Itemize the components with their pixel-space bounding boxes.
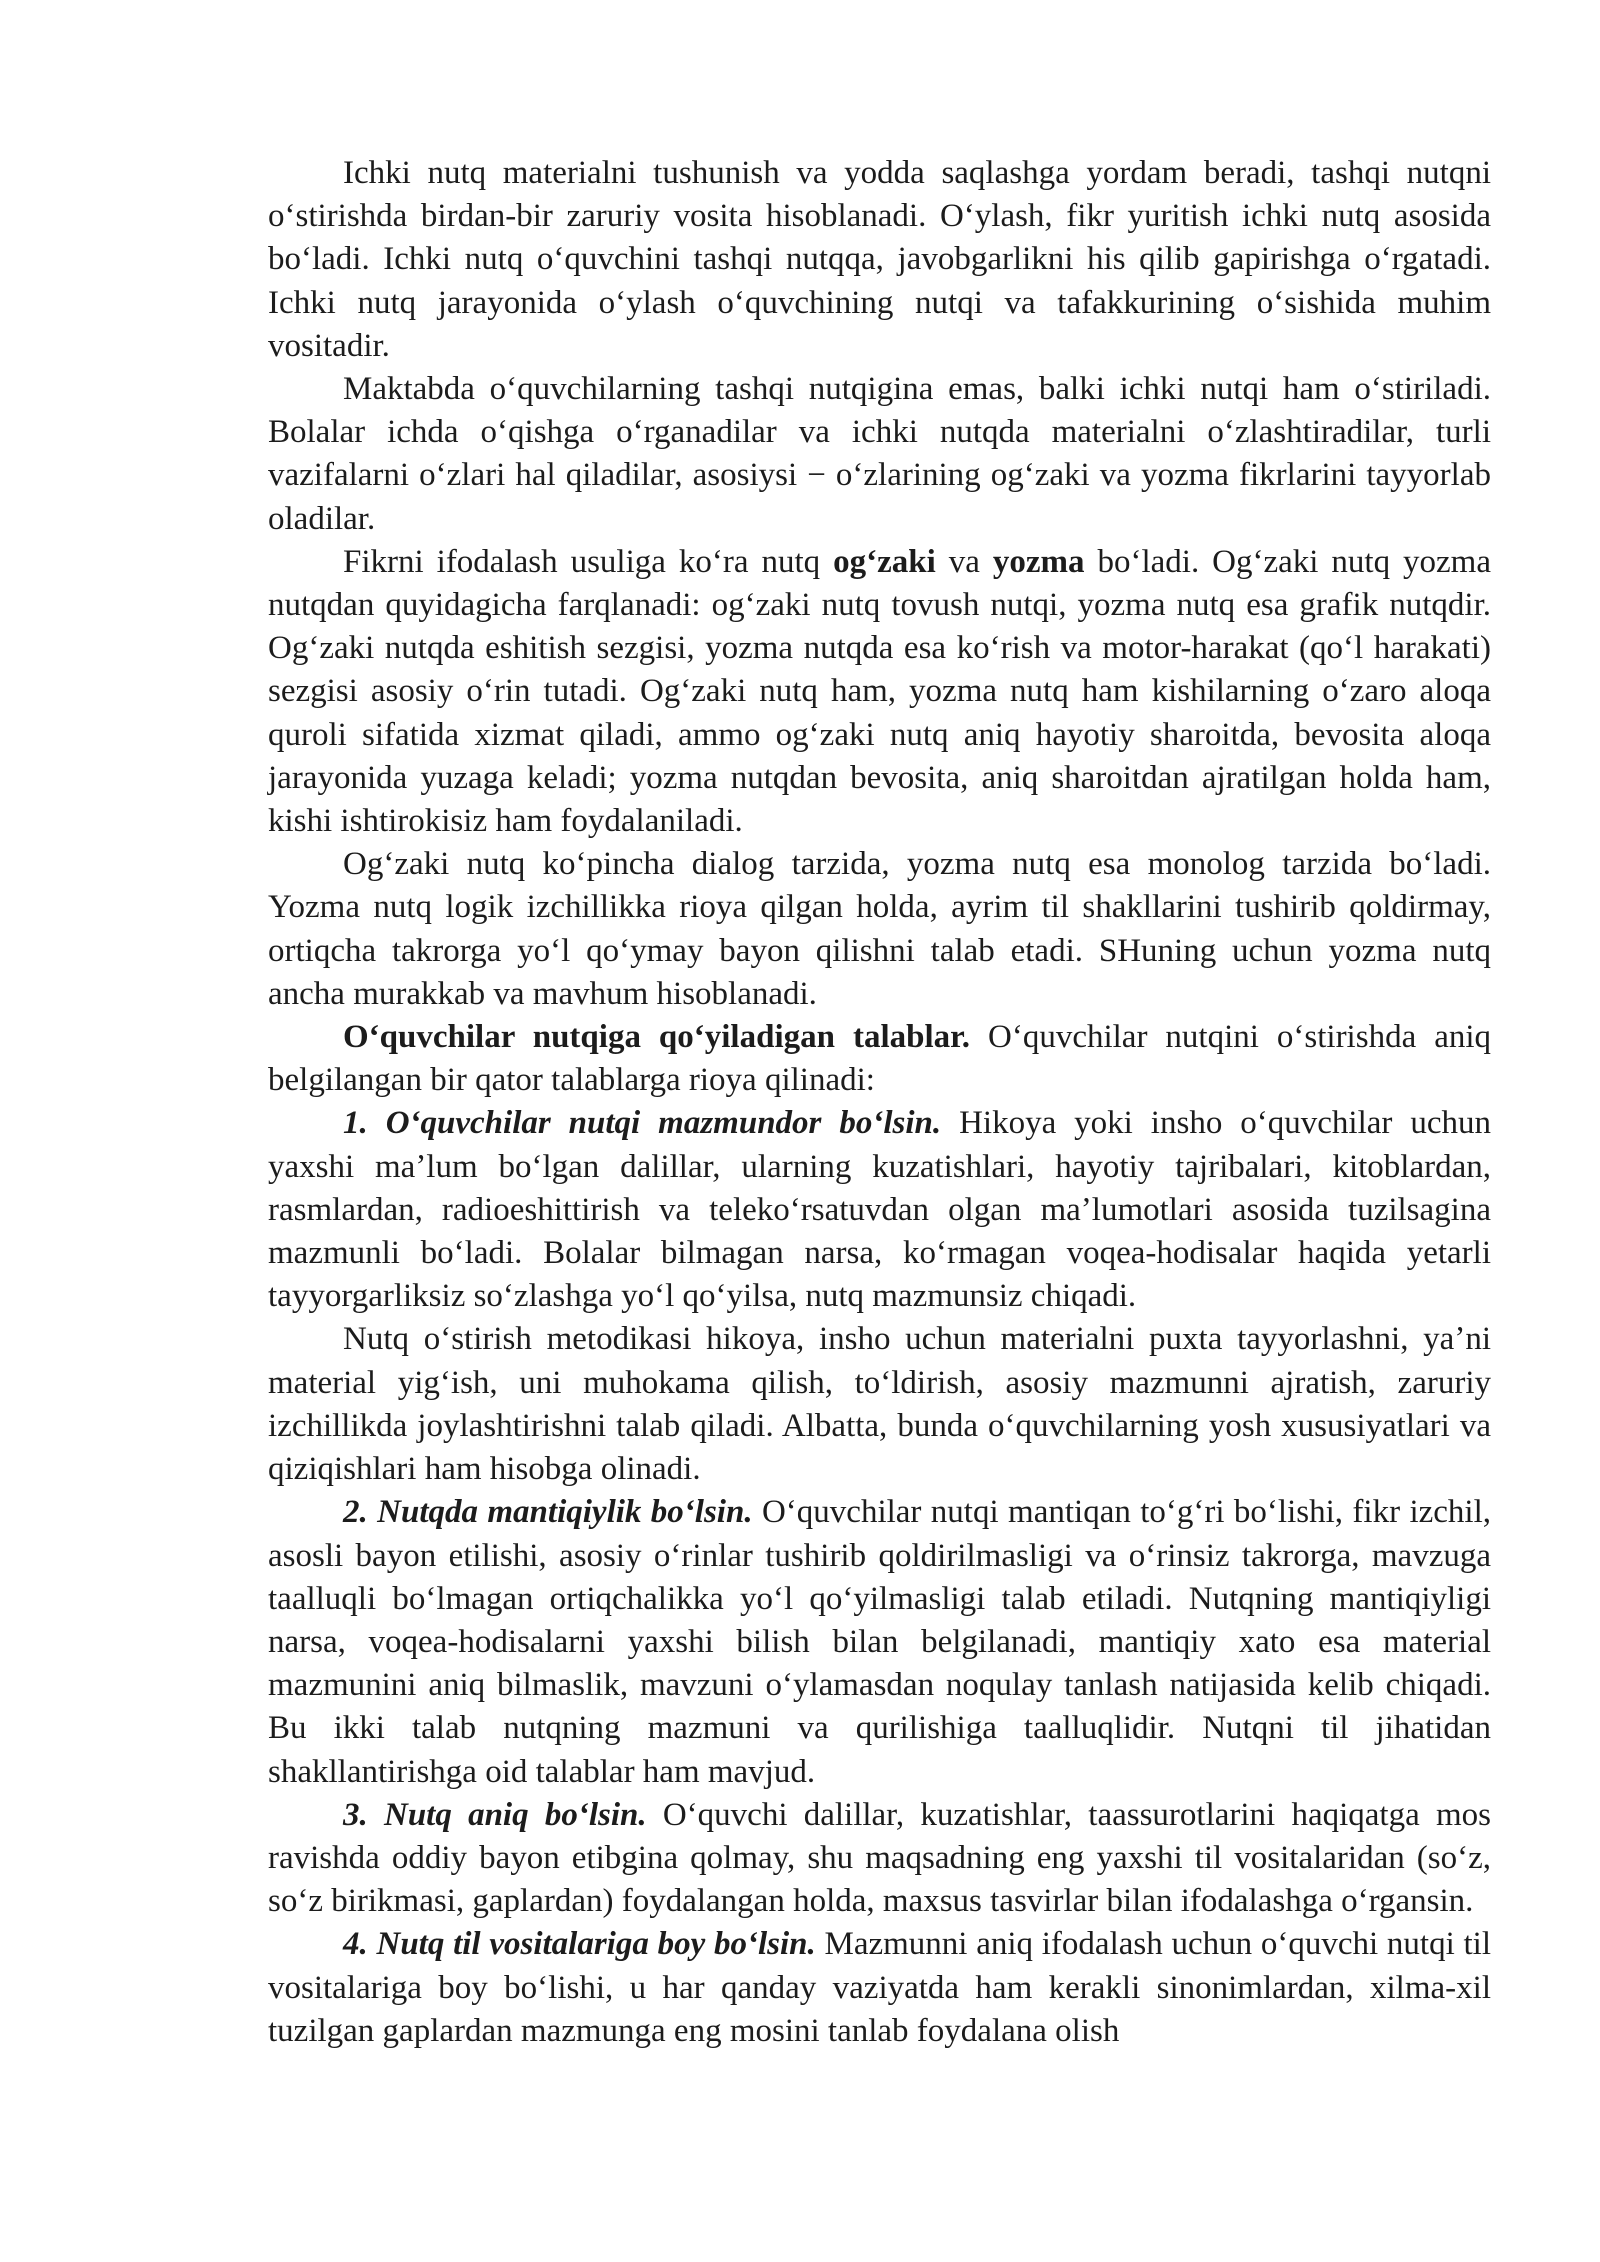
paragraph-text: Oʻquvchilar nutqini oʻstirishda aniq belgilangan bir qator talablarga rioya qilinadi: [268,1019,1492,1099]
paragraph [268,1016,1491,1102]
requirement-heading: 2. Nutqda mantiqiylik boʻlsin. [343,1494,753,1531]
paragraph-text: Ichki nutq materialni tushunish va yodda saqlashga yordam beradi, tashqi nutqni oʻstirishda birdan-bir zaruriy vosita hisoblanadi. Oʻylash, fikr yuritish ichki nutq asosida boʻladi. Ichki nutq oʻquvchini tashqi nutqqa, javobgarlikni his qilib gapirishga oʻrgatadi. Ichki nutq jarayonida oʻylash oʻquvchining nutqi va tafakkurining oʻsishida muhim vositadir. [268,155,1491,364]
paragraph-text: va [935,543,993,580]
paragraph-text: Hikoya yoki insho oʻquvchilar uchun yaxshi maʼlum boʻlgan dalillar, ularning kuzatishlari, hayotiy tajribalari, kitoblardan, rasmlardan, radioeshittirish va telekoʻrsatuvdan olgan maʼlumotlari asosida tuzilsagina mazmunli boʻladi. Bolalar bilmagan narsa, koʻrmagan voqea-hodisalar haqida yetarli tayyorgarliksiz soʻzlashga yoʻl qoʻyilsa, nutq mazmunsiz chiqadi. [268,1105,1491,1315]
paragraph-text: Mazmunni aniq ifodalash uchun oʻquvchi nutqi til vositalariga boy boʻlishi, u har qanday vaziyatda ham kerakli sinonimlardan, xilma-xil tuzilgan gaplardan mazmunga eng mosini tanlab foydalana olish [268,1926,1491,2049]
paragraph-text: Oʻquvchilar nutqi mantiqan toʻgʻri boʻlishi, fikr izchil, asosli bayon etilishi, asosiy oʻrinlar tushirib qoldirilmasligi va oʻrinsiz takrorga, mavzuga taalluqli boʻlmagan ortiqchalikka yoʻl qoʻyilmasligi talab etiladi. Nutqning mantiqiyligi narsa, voqea-hodisalarni yaxshi bilish bilan belgilanadi, mantiqiy xato esa material mazmunini aniq bilmaslik, mavzuni oʻylamasdan noqulay tanlash natijasida kelib chiqadi. Bu ikki talab nutqning mazmuni va qurilishiga taalluqlidir. Nutqni til jihatidan shakllantirishga oid talablar ham mavjud. [268,1494,1491,1790]
bold-term: ogʻzaki [833,543,936,580]
paragraph-text: boʻladi. Ogʻzaki nutq yozma nutqdan quyidagicha farqlanadi: ogʻzaki nutq tovush nutqi, yozma nutq esa grafik nutqdir. Ogʻzaki nutqda eshitish sezgisi, yozma nutqda esa koʻrish va motor-harakat (qoʻl harakati) sezgisi asosiy oʻrin tutadi. Ogʻzaki nutq ham, yozma nutq ham kishilarning oʻzaro aloqa quroli sifatida xizmat qiladi, ammo ogʻzaki nutq aniq hayotiy sharoitda, bevosita aloqa jarayonida yuzaga keladi; yozma nutqdan bevosita, aniq sharoitdan ajratilgan holda ham, kishi ishtirokisiz ham foydalaniladi. [268,543,1492,840]
paragraph-text: Fikrni ifodalash usuliga koʻra nutq [343,543,834,580]
paragraph [268,152,1491,368]
paragraph [268,1491,1491,1793]
paragraph-text: Ogʻzaki nutq koʻpincha dialog tarzida, yozma nutq esa monolog tarzida boʻladi. Yozma nutq logik izchillikka rioya qilgan holda, ayrim til shakllarini tushirib qoldirmay, ortiqcha takrorga yoʻl qoʻymay bayon qilishni talab etadi. SHuning uchun yozma nutq ancha murakkab va mavhum hisoblanadi. [268,846,1491,1012]
document-body [268,152,1491,2053]
paragraph [268,541,1491,843]
paragraph-text: Maktabda oʻquvchilarning tashqi nutqigina emas, balki ichki nutqi ham oʻstiriladi. Bolalar ichda oʻqishga oʻrganadilar va ichki nutqda materialni oʻzlashtiradilar, turli vazifalarni oʻzlari hal qiladilar, asosiysi − oʻzlarining ogʻzaki va yozma fikrlarini tayyorlab oladilar. [268,371,1491,537]
requirement-heading: 1. Oʻquvchilar nutqi mazmundor boʻlsin. [343,1105,942,1142]
paragraph [268,1923,1491,2053]
requirement-heading: 3. Nutq aniq boʻlsin. [343,1796,647,1833]
paragraph [268,1318,1491,1491]
paragraph-text: Oʻquvchi dalillar, kuzatishlar, taassurotlarini haqiqatga mos ravishda oddiy bayon etibgina qolmay, shu maqsadning eng yaxshi til vositalaridan (soʻz, soʻz birikmasi, gaplardan) foydalangan holda, maxsus tasvirlar bilan ifodalashga oʻrgansin. [268,1796,1491,1920]
section-heading: Oʻquvchilar nutqiga qoʻyiladigan talablar. [343,1019,971,1056]
paragraph [268,368,1491,541]
bold-term: yozma [992,543,1085,580]
paragraph [268,1102,1491,1318]
paragraph-text: Nutq oʻstirish metodikasi hikoya, insho uchun materialni puxta tayyorlashni, yaʼni material yigʻish, uni muhokama qilish, toʻldirish, asosiy mazmunni ajratish, zaruriy izchillikda joylashtirishni talab qiladi. Albatta, bunda oʻquvchilarning yosh xususiyatlari va qiziqishlari ham hisobga olinadi. [268,1321,1491,1488]
requirement-heading: 4. Nutq til vositalariga boy boʻlsin. [343,1926,816,1963]
paragraph [268,1794,1491,1924]
paragraph [268,843,1491,1016]
